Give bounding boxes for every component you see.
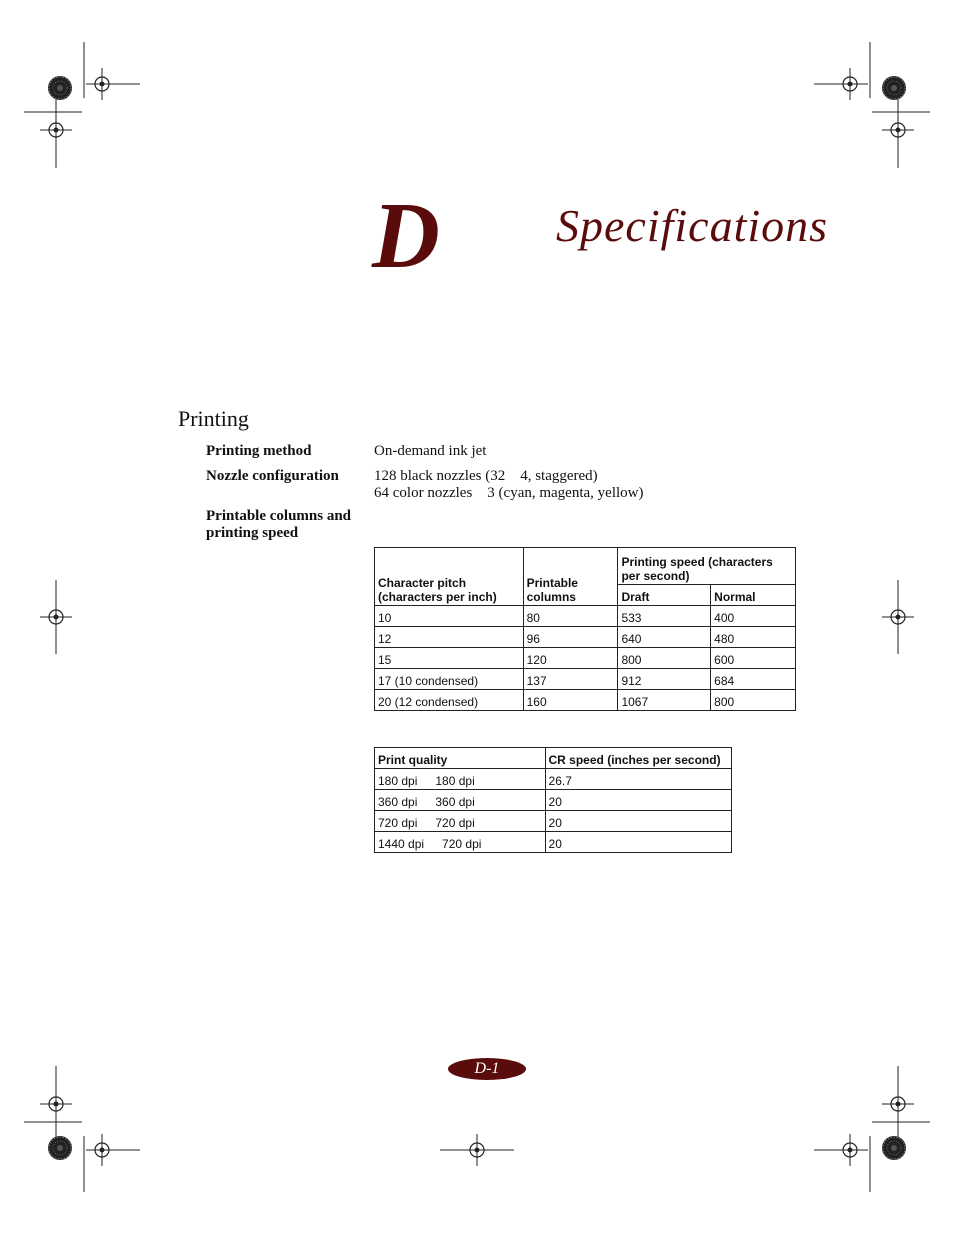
cell-cr-speed: 20 [545, 832, 731, 853]
header-printable-columns: Printable columns [523, 548, 618, 606]
table-row [375, 627, 796, 648]
table-row [375, 790, 732, 811]
page-number-badge: D-1 [448, 1058, 526, 1080]
table-row [375, 811, 732, 832]
table-row [375, 769, 732, 790]
quality-horizontal: 360 dpi [378, 795, 418, 809]
cell-normal: 400 [711, 606, 796, 627]
cell-columns: 80 [523, 606, 618, 627]
cell-pitch: 12 [375, 627, 524, 648]
cell-print-quality [375, 790, 546, 811]
quality-horizontal: 1440 dpi [378, 837, 425, 851]
cell-pitch: 10 [375, 606, 524, 627]
cell-draft: 1067 [618, 690, 711, 711]
quality-vertical: 720 dpi [442, 837, 482, 851]
table-row [375, 648, 796, 669]
cell-normal: 600 [711, 648, 796, 669]
header-normal: Normal [711, 585, 796, 606]
header-cr-speed: CR speed (inches per second) [545, 748, 731, 769]
cell-print-quality [375, 811, 546, 832]
chapter-letter: D [372, 184, 440, 288]
cell-columns: 96 [523, 627, 618, 648]
header-character-pitch: Character pitch (characters per inch) [375, 548, 524, 606]
cell-draft: 533 [618, 606, 711, 627]
quality-vertical: 180 dpi [435, 774, 475, 788]
cell-draft: 640 [618, 627, 711, 648]
cell-cr-speed: 20 [545, 811, 731, 832]
header-draft: Draft [618, 585, 711, 606]
cell-print-quality [375, 769, 546, 790]
quality-horizontal: 180 dpi [378, 774, 418, 788]
header-printing-speed: Printing speed (characters per second) [618, 548, 796, 585]
table-row [375, 606, 796, 627]
cell-draft: 800 [618, 648, 711, 669]
cell-pitch: 20 (12 condensed) [375, 690, 524, 711]
cell-cr-speed: 26.7 [545, 769, 731, 790]
printing-speed-table [374, 547, 796, 711]
spec-value-printing-method: On-demand ink jet [374, 443, 487, 459]
cell-columns: 137 [523, 669, 618, 690]
spec-label-printing-method: Printing method [206, 443, 312, 459]
cell-normal: 480 [711, 627, 796, 648]
cell-draft: 912 [618, 669, 711, 690]
cell-columns: 120 [523, 648, 618, 669]
cell-pitch: 17 (10 condensed) [375, 669, 524, 690]
table-row [375, 669, 796, 690]
quality-horizontal: 720 dpi [378, 816, 418, 830]
cell-print-quality [375, 832, 546, 853]
cell-columns: 160 [523, 690, 618, 711]
spec-label-printable-columns: Printable columns and printing speed [206, 508, 352, 541]
section-heading: Printing [178, 406, 249, 431]
table-row [375, 690, 796, 711]
chapter-title: Specifications [556, 200, 829, 251]
cell-pitch: 15 [375, 648, 524, 669]
spec-label-nozzle-configuration: Nozzle configuration [206, 468, 339, 484]
cr-speed-table [374, 747, 732, 853]
spec-value-nozzle-configuration: 128 black nozzles (32 4, staggered) 64 color nozzles 3 (cyan, magenta, yellow) [374, 468, 644, 501]
table-row [375, 832, 732, 853]
header-print-quality: Print quality [375, 748, 546, 769]
cell-normal: 684 [711, 669, 796, 690]
quality-vertical: 360 dpi [435, 795, 475, 809]
cell-normal: 800 [711, 690, 796, 711]
cell-cr-speed: 20 [545, 790, 731, 811]
quality-vertical: 720 dpi [435, 816, 475, 830]
